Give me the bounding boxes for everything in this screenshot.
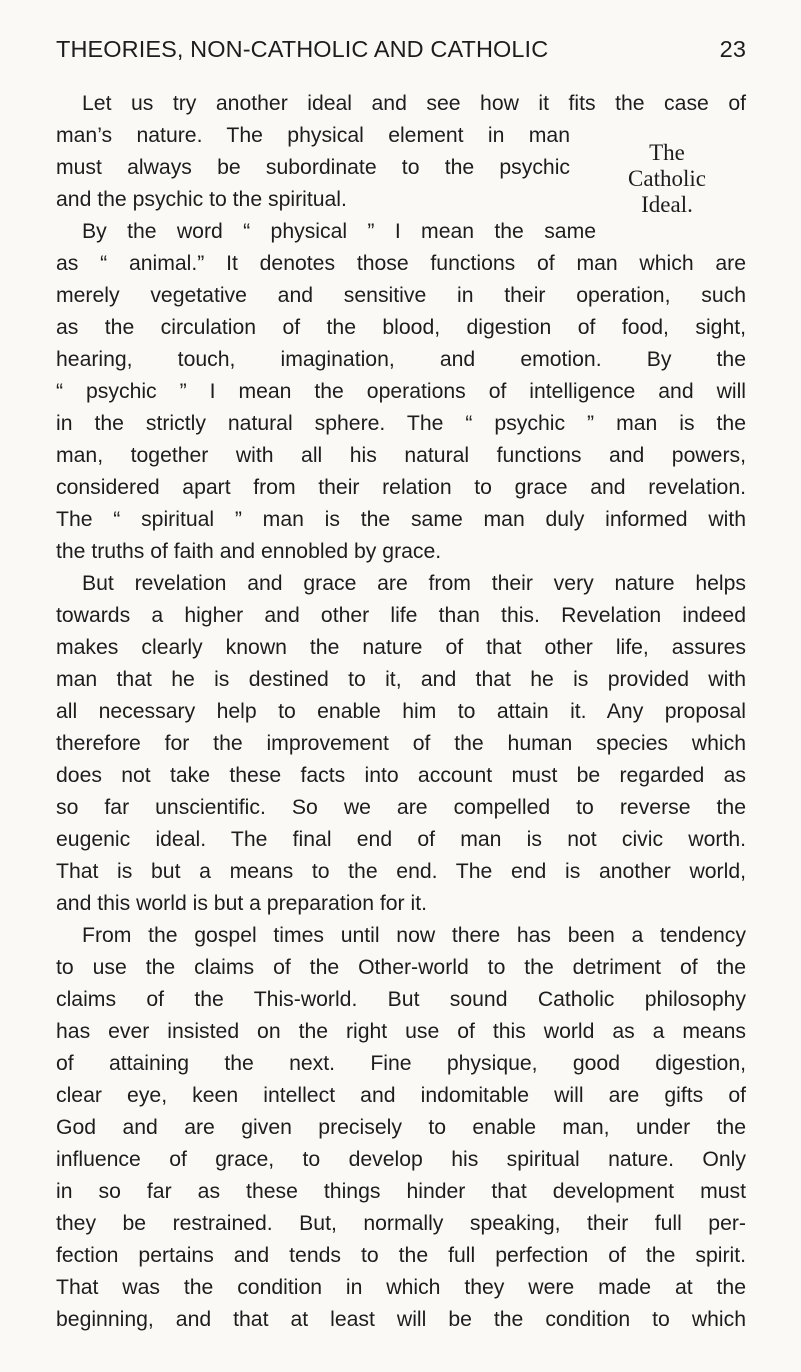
text-line: God and are given precisely to enable man, under the bbox=[56, 1116, 746, 1139]
marginal-note-line: Ideal. bbox=[641, 192, 693, 217]
text-line: the truths of faith and ennobled by grace. bbox=[56, 540, 442, 563]
text-line: fection pertains and tends to the full perfection of the spirit. bbox=[56, 1244, 746, 1267]
text-line: man that he is destined to it, and that he is provided with bbox=[56, 668, 746, 691]
text-line: towards a higher and other life than this. Revelation indeed bbox=[56, 604, 746, 627]
body-text bbox=[56, 88, 746, 1336]
chapter-title: THEORIES, NON-CATHOLIC AND CATHOLIC bbox=[56, 36, 549, 62]
text-line: influence of grace, to develop his spiritual nature. Only bbox=[56, 1148, 746, 1171]
text-line: in so far as these things hinder that development must bbox=[56, 1180, 746, 1203]
text-line: as “ animal.” It denotes those functions of man which are bbox=[56, 252, 746, 275]
marginal-note-line: Catholic bbox=[628, 166, 706, 191]
text-line: does not take these facts into account must be regarded as bbox=[56, 764, 746, 787]
marginal-note-line: The bbox=[649, 140, 685, 165]
text-line: The “ spiritual ” man is the same man duly informed with bbox=[56, 508, 746, 531]
text-line: That is but a means to the end. The end is another world, bbox=[56, 860, 746, 883]
text-line: man, together with all his natural functions and powers, bbox=[56, 444, 746, 467]
text-line: as the circulation of the blood, digestion of food, sight, bbox=[56, 316, 746, 339]
text-line: By the word “ physical ” I mean the same bbox=[82, 220, 596, 243]
text-line: clear eye, keen intellect and indomitable will are gifts of bbox=[56, 1084, 746, 1107]
text-line: has ever insisted on the right use of this world as a means bbox=[56, 1020, 746, 1043]
text-line: “ psychic ” I mean the operations of intelligence and will bbox=[56, 380, 746, 403]
text-line: all necessary help to enable him to attain it. Any proposal bbox=[56, 700, 746, 723]
text-line: That was the condition in which they were made at the bbox=[56, 1276, 746, 1299]
text-line: considered apart from their relation to grace and revelation. bbox=[56, 476, 746, 499]
running-header bbox=[56, 36, 746, 76]
text-line: must always be subordinate to the psychic bbox=[56, 156, 570, 179]
text-line: man’s nature. The physical element in man bbox=[56, 124, 570, 147]
text-line: and this world is but a preparation for it. bbox=[56, 892, 427, 915]
text-line: therefore for the improvement of the human species which bbox=[56, 732, 746, 755]
text-line: so far unscientific. So we are compelled to reverse the bbox=[56, 796, 746, 819]
text-line: they be restrained. But, normally speaking, their full per- bbox=[56, 1212, 746, 1235]
text-line: in the strictly natural sphere. The “ psychic ” man is the bbox=[56, 412, 746, 435]
text-line: and the psychic to the spiritual. bbox=[56, 188, 347, 211]
text-line: of attaining the next. Fine physique, good digestion, bbox=[56, 1052, 746, 1075]
text-line: beginning, and that at least will be the condition to which bbox=[56, 1308, 746, 1331]
text-line: makes clearly known the nature of that other life, assures bbox=[56, 636, 746, 659]
text-line: eugenic ideal. The final end of man is not civic worth. bbox=[56, 828, 746, 851]
text-line: hearing, touch, imagination, and emotion. By the bbox=[56, 348, 746, 371]
page-number: 23 bbox=[719, 36, 746, 62]
text-line: From the gospel times until now there has been a tendency bbox=[82, 924, 746, 947]
text-line: But revelation and grace are from their very nature helps bbox=[82, 572, 746, 595]
text-line: merely vegetative and sensitive in their operation, such bbox=[56, 284, 746, 307]
text-line: to use the claims of the Other-world to the detriment of the bbox=[56, 956, 746, 979]
text-line: claims of the This-world. But sound Catholic philosophy bbox=[56, 988, 746, 1011]
text-line: Let us try another ideal and see how it fits the case of bbox=[82, 92, 746, 115]
